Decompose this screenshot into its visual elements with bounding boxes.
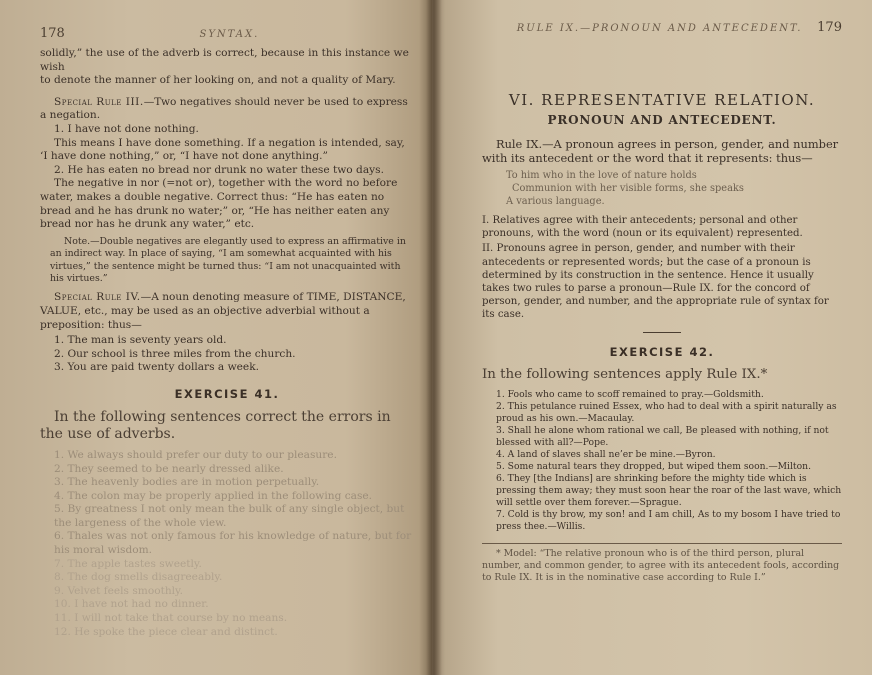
list-item: 6. They [the Indians] are shrinking before the mighty tide which is pressing them away; they must soon hear the roar of the last wave, which will settle over them forever.—Sprague. (496, 472, 842, 508)
list-item: 10. I have not had no dinner. (54, 598, 209, 611)
exercise-42-instruction: In the following sentences apply Rule IX.* (482, 366, 768, 382)
rule3-line-5: The negative in nor (=not or), together with the word no before (54, 177, 398, 190)
poem-line: To him who in the love of nature holds (506, 170, 697, 181)
exercise-41-instruction: In the following sentences correct the errors in the use of adverbs. (40, 408, 391, 442)
rule3-label: Special Rule III. (54, 95, 144, 108)
rule4-text: —A noun denoting measure of TIME, DISTANCE, VALUE, etc., may be used as an objective adverbial without a preposition: thus— (40, 291, 406, 331)
list-item: 4. The colon may be properly applied in the following case. (54, 489, 373, 502)
exercise-41-title: EXERCISE 41. (174, 386, 280, 401)
exercise-42-title: EXERCISE 42. (609, 344, 715, 359)
rule4-examples (40, 334, 414, 375)
list-item: 3. Shall he alone whom rational we call, Be pleased with nothing, if not blessed with all?—Pope. (496, 424, 829, 448)
list-item: 7. Cold is thy brow, my son! and I am chill, As to my bosom I have tried to press thee.—Willis. (496, 508, 841, 532)
rule3-line-4: 2. He has eaten no bread nor drunk no water these two days. (54, 163, 384, 176)
rule3-paragraph (40, 96, 414, 123)
exercise-41-items (40, 449, 414, 639)
left-running-head (40, 26, 414, 41)
rule3-line-3: ‘I have done nothing,” or, “I have not done anything.” (40, 150, 328, 163)
poem-line: Communion with her visible forms, she speaks (512, 183, 744, 194)
list-item: 11. I will not take that course by no means. (54, 612, 288, 625)
list-item: 8. The dog smells disagreeably. (54, 571, 223, 584)
rule4-paragraph (40, 291, 414, 332)
rule3-note: Note.—Double negatives are elegantly used to express an affirmative in an indirect way. In place of saying, “I am somewhat acquainted with his virtues,” the sentence might be turned thus: “I am not unacquainted with his virtues.” (50, 235, 406, 284)
left-page-number: 178 (40, 26, 65, 41)
list-item: 6. Thales was not only famous for his knowledge of nature, but for his moral wisdom. (54, 530, 412, 557)
intro-line-1: solidly,” the use of the adverb is correct, because in this instance we wish (40, 47, 409, 73)
intro-line-2: to denote the manner of her looking on, and not a quality of Mary. (40, 74, 396, 87)
poem-quote (506, 169, 842, 208)
chapter-subtitle: PRONOUN AND ANTECEDENT. (547, 113, 777, 127)
divider (643, 332, 681, 333)
rule3-line-6: water, makes a double negative. Correct thus: “He has eaten no (40, 190, 385, 203)
note-ii: II. Pronouns agree in person, gender, and number with their antecedents or represented words; but the case of a pronoun is determined by its construction in the sentence. Hence it usually takes two rules to parse a pronoun—Rule IX. for the concord of person, gender, and number, and the appropriate rule of syntax for its case. (482, 243, 829, 321)
list-item: 7. The apple tastes sweetly. (54, 557, 202, 570)
rule4-label: Special Rule IV. (54, 291, 141, 304)
rule9-text: Rule IX.—A pronoun agrees in person, gender, and number with its antecedent or the word that it represents: thus— (482, 137, 839, 165)
model-footnote (482, 548, 842, 584)
footnote-divider (482, 543, 842, 544)
list-item: 2. This petulance ruined Essex, who had to deal with a spirit naturally as proud as his own.—Macaulay. (496, 400, 837, 424)
list-item: 2. They seemed to be nearly dressed alike. (54, 462, 284, 475)
rule3-text: —Two negatives should never be used to express a negation. (40, 95, 408, 122)
chapter-title: VI. REPRESENTATIVE RELATION. (508, 91, 816, 109)
exercise-42-items (482, 389, 842, 533)
list-item: 3. You are paid twenty dollars a week. (54, 361, 259, 374)
list-item: 5. By greatness I not only mean the bulk of any single object, but the largeness of the whole view. (54, 503, 405, 529)
rule3-line-1: 1. I have not done nothing. (54, 122, 199, 135)
list-item: 12. He spoke the piece clear and distinct. (54, 625, 278, 638)
right-page (432, 0, 872, 675)
rule3-line-7: bread and he has drunk no water;” or, “He has neither eaten any (40, 204, 390, 217)
right-running-head (482, 20, 842, 35)
left-page (0, 0, 432, 675)
right-page-number: 179 (817, 20, 842, 35)
list-item: 5. Some natural tears they dropped, but wiped them soon.—Milton. (496, 460, 811, 472)
list-item: 1. We always should prefer our duty to our pleasure. (54, 448, 337, 461)
left-running-title: SYNTAX. (199, 29, 260, 40)
poem-line: A various language. (506, 196, 605, 207)
list-item: 3. The heavenly bodies are in motion perpetually. (54, 476, 320, 489)
right-running-title: RULE IX.—PRONOUN AND ANTECEDENT. (516, 23, 803, 34)
list-item: 9. Velvet feels smoothly. (54, 584, 183, 597)
note-i: I. Relatives agree with their antecedents; personal and other pronouns, with the word (noun or its equivalent) represented. (482, 215, 803, 240)
list-item: 1. The man is seventy years old. (54, 334, 227, 347)
rule3-line-2: This means I have done something. If a negation is intended, say, (54, 136, 405, 149)
model-text: * Model: “The relative pronoun who is of the third person, plural number, and common gender, to agree with its antecedent fools, according to Rule IX. It is in the nominative case according to Rule I.” (482, 547, 840, 583)
list-item: 1. Fools who came to scoff remained to pray.—Goldsmith. (496, 388, 764, 400)
list-item: 2. Our school is three miles from the church. (54, 347, 296, 360)
rule3-line-8: bread nor has he drunk any water,” etc. (40, 218, 255, 231)
list-item: 4. A land of slaves shall ne’er be mine.—Byron. (496, 448, 716, 460)
